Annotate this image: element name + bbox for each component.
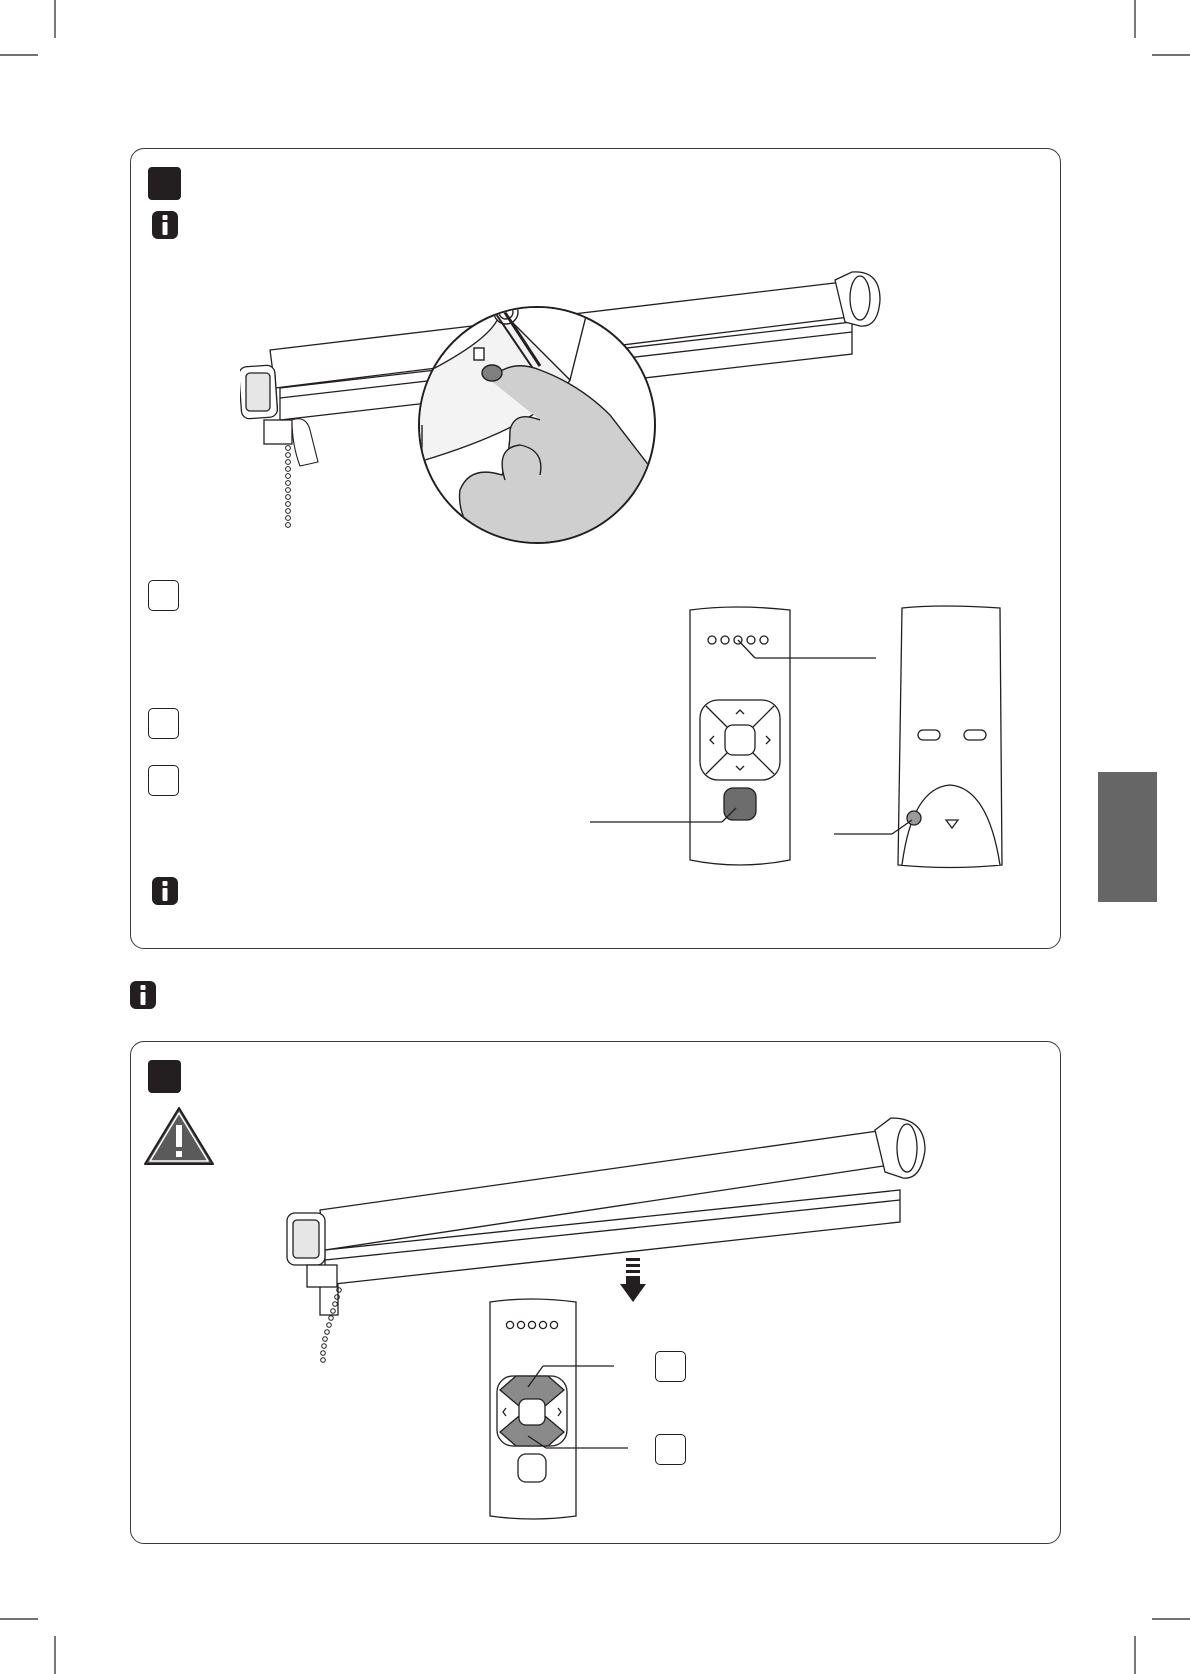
step-checkbox-up[interactable] — [655, 1351, 686, 1382]
remote-illustrations — [590, 600, 1010, 880]
info-icon — [151, 210, 179, 240]
roller-blind-illustration — [240, 270, 910, 570]
remote-front — [690, 607, 790, 865]
step-checkbox-2[interactable] — [148, 708, 179, 739]
info-icon — [151, 876, 179, 906]
step-checkbox-down[interactable] — [655, 1434, 686, 1465]
step-badge — [148, 1060, 181, 1093]
chapter-tab — [1098, 772, 1157, 902]
step-checkbox-3[interactable] — [148, 765, 179, 796]
info-icon — [129, 980, 157, 1010]
step-checkbox-1[interactable] — [148, 580, 179, 611]
step-badge — [148, 167, 181, 200]
warning-triangle-icon — [143, 1105, 215, 1167]
remote-front-lowering — [488, 1296, 688, 1522]
remote-back — [898, 606, 1002, 868]
